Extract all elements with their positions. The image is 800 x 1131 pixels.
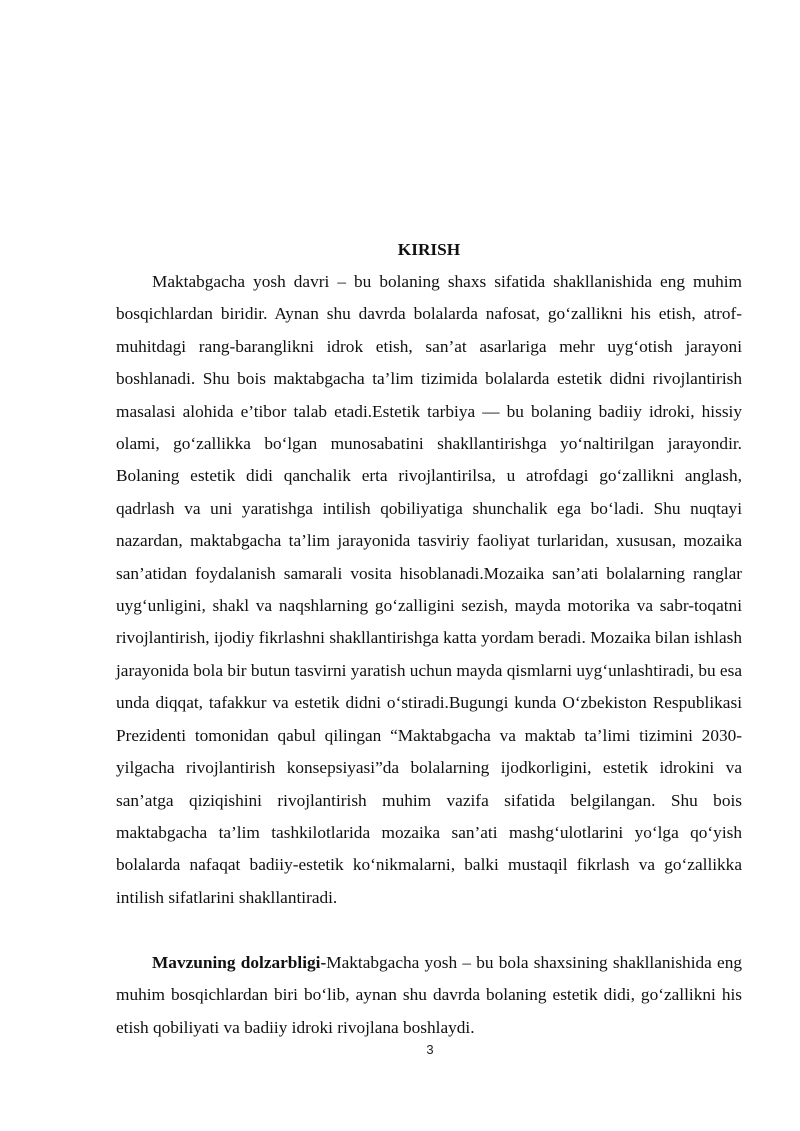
page-number: 3 xyxy=(426,1042,434,1057)
paragraph-relevance xyxy=(116,947,742,1044)
section-heading: KIRISH xyxy=(397,240,461,259)
relevance-text: Maktabgacha yosh – bu bola shaxsining shakllanishida eng muhim bosqichlardan biri bo‘lib, aynan shu davrda bolaning estetik didi, go‘zallikni his etish qobiliyati va badiiy idroki rivojlana boshlaydi. xyxy=(116,953,742,1037)
relevance-label: Mavzuning dolzarbligi- xyxy=(152,953,327,972)
paragraph-introduction: Maktabgacha yosh davri – bu bolaning shaxs sifatida shakllanishida eng muhim bosqichlardan biridir. Aynan shu davrda bolalarda nafosat, go‘zallikni his etish, atrof-muhitdagi rang-baranglikni idrok etish, san’at asarlariga mehr uyg‘otish jarayoni boshlanadi. Shu bois maktabgacha ta’lim tizimida bolalarda estetik didni rivojlantirish masalasi alohida e’tibor talab etadi.Estetik tarbiya — bu bolaning badiiy idroki, hissiy olami, go‘zallikka bo‘lgan munosabatini shakllantirishga yo‘naltirilgan jarayondir. Bolaning estetik didi qanchalik erta rivojlantirilsa, u atrofdagi go‘zallikni anglash, qadrlash va uni yaratishga intilish qobiliyatiga shunchalik ega bo‘ladi. Shu nuqtayi nazardan, maktabgacha ta’lim jarayonida tasviriy faoliyat turlaridan, xususan, mozaika san’atidan foydalanish samarali vosita hisoblanadi.Mozaika san’ati bolalarning ranglar uyg‘unligini, shakl va naqshlarning go‘zalligini sezish, mayda motorika va sabr-toqatni rivojlantirish, ijodiy fikrlashni shakllantirishga katta yordam beradi. Mozaika bilan ishlash jarayonida bola bir butun tasvirni yaratish uchun mayda qismlarni uyg‘unlashtiradi, bu esa unda diqqat, tafakkur va estetik didni o‘stiradi.Bugungi kunda O‘zbekiston Respublikasi Prezidenti tomonidan qabul qilingan “Maktabgacha va maktab ta’limi tizimini 2030-yilgacha rivojlantirish konsepsiyasi”da bolalarning ijodkorligini, estetik idrokini va san’atga qiziqishini rivojlantirish muhim vazifa sifatida belgilangan. Shu bois maktabgacha ta’lim tashkilotlarida mozaika san’ati mashg‘ulotlarini yo‘lga qo‘yish bolalarda nafaqat badiiy-estetik ko‘nikmalarni, balki mustaqil fikrlash va go‘zallikka intilish sifatlarini shakllantiradi. xyxy=(116,272,742,907)
